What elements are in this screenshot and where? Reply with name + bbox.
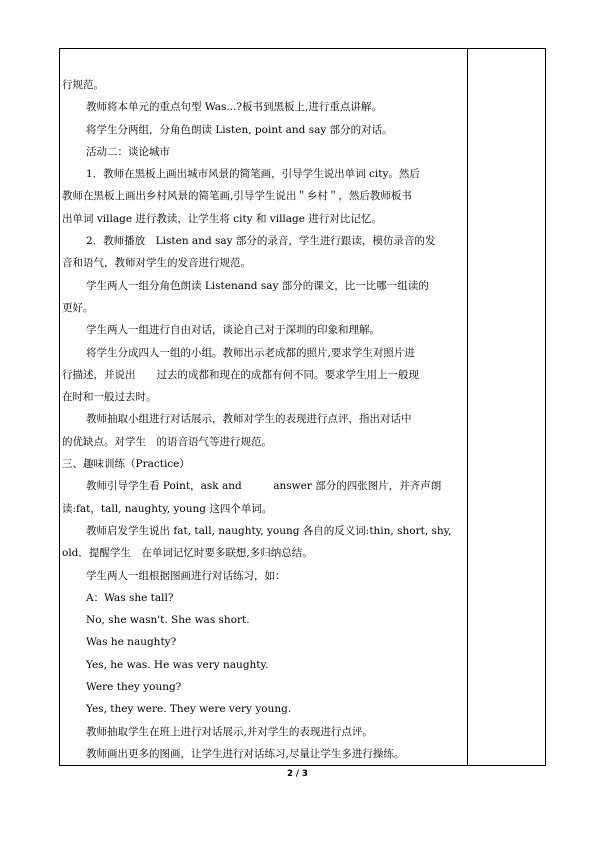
text-line: Were they young? (86, 681, 182, 694)
text-line: 学生两人一组分角色朗读 Listenand say 部分的课文，比一比哪一组读的 (86, 279, 429, 292)
text-line: No, she wasn't. She was short. (86, 614, 250, 627)
lesson-plan-table (59, 48, 546, 766)
side-notes-cell (468, 49, 546, 766)
text-line: 将学生分成四人一组的小组。教师出示老成都的照片,要求学生对照片进 (86, 346, 415, 359)
text-line: 行规范。 (62, 79, 104, 91)
text-line: 教师抽取小组进行对话展示，教师对学生的表现进行点评，指出对话中 (86, 413, 412, 426)
text-line: 行描述，并说出 过去的成都和现在的成都有何不同。要求学生用上一般现 (62, 368, 419, 381)
text-line: 活动二：谈论城市 (86, 145, 170, 158)
text-line: Was he naughty? (86, 636, 177, 649)
main-content-cell (60, 49, 468, 766)
text-line: 1．教师在黑板上画出城市风景的简笔画，引导学生说出单词 city。然后 (86, 168, 420, 181)
table-row (60, 49, 546, 766)
text-line: 出单词 village 进行教读，让学生将 city 和 village 进行对比记忆。 (62, 212, 382, 225)
text-line: 的优缺点。对学生 的语音语气等进行规范。 (62, 435, 272, 448)
text-line: 三、趣味训练（Practice） (62, 458, 190, 471)
text-line: 教师引导学生看 Point，ask and answer 部分的四张图片，并齐声朗 (86, 480, 442, 493)
text-line: Yes, they were. They were very young. (86, 703, 292, 716)
text-line: 教师抽取学生在班上进行对话展示,并对学生的表现进行点评。 (86, 725, 373, 738)
text-line: 将学生分两组，分角色朗读 Listen, point and say 部分的对话。 (86, 123, 393, 136)
text-line: 教师在黑板上画出乡村风景的简笔画,引导学生说出＂乡村＂，然后教师板书 (62, 190, 412, 203)
text-line: old．提醒学生 在单词记忆时要多联想,多归纳总结。 (62, 547, 313, 560)
text-line: 教师将本单元的重点句型 Was...?板书到黑板上,进行重点讲解。 (86, 101, 382, 114)
text-line: 读:fat，tall, naughty, young 这四个单词。 (62, 502, 273, 515)
text-line: 音和语气，教师对学生的发音进行规范。 (62, 257, 251, 270)
text-line: Yes, he was. He was very naughty. (86, 658, 269, 671)
text-line: 学生两人一组根据图画进行对话练习，如： (86, 569, 286, 582)
text-line: 更好。 (62, 301, 94, 314)
text-line: 在时和一般过去时。 (62, 391, 157, 404)
text-lines (60, 49, 467, 765)
text-line: 教师画出更多的图画，让学生进行对话练习,尽量让学生多进行操练。 (86, 747, 405, 760)
text-line: 学生两人一组进行自由对话，谈论自己对于深圳的印象和理解。 (86, 324, 380, 337)
page-number: 2 / 3 (287, 769, 308, 779)
text-line: 教师启发学生说出 fat, tall, naughty, young 各自的反义词:thin, short, shy, (86, 524, 452, 537)
text-line: 2．教师播放 Listen and say 部分的录音，学生进行跟读，模仿录音的发 (86, 235, 436, 248)
text-line: A：Was she tall? (86, 591, 174, 604)
